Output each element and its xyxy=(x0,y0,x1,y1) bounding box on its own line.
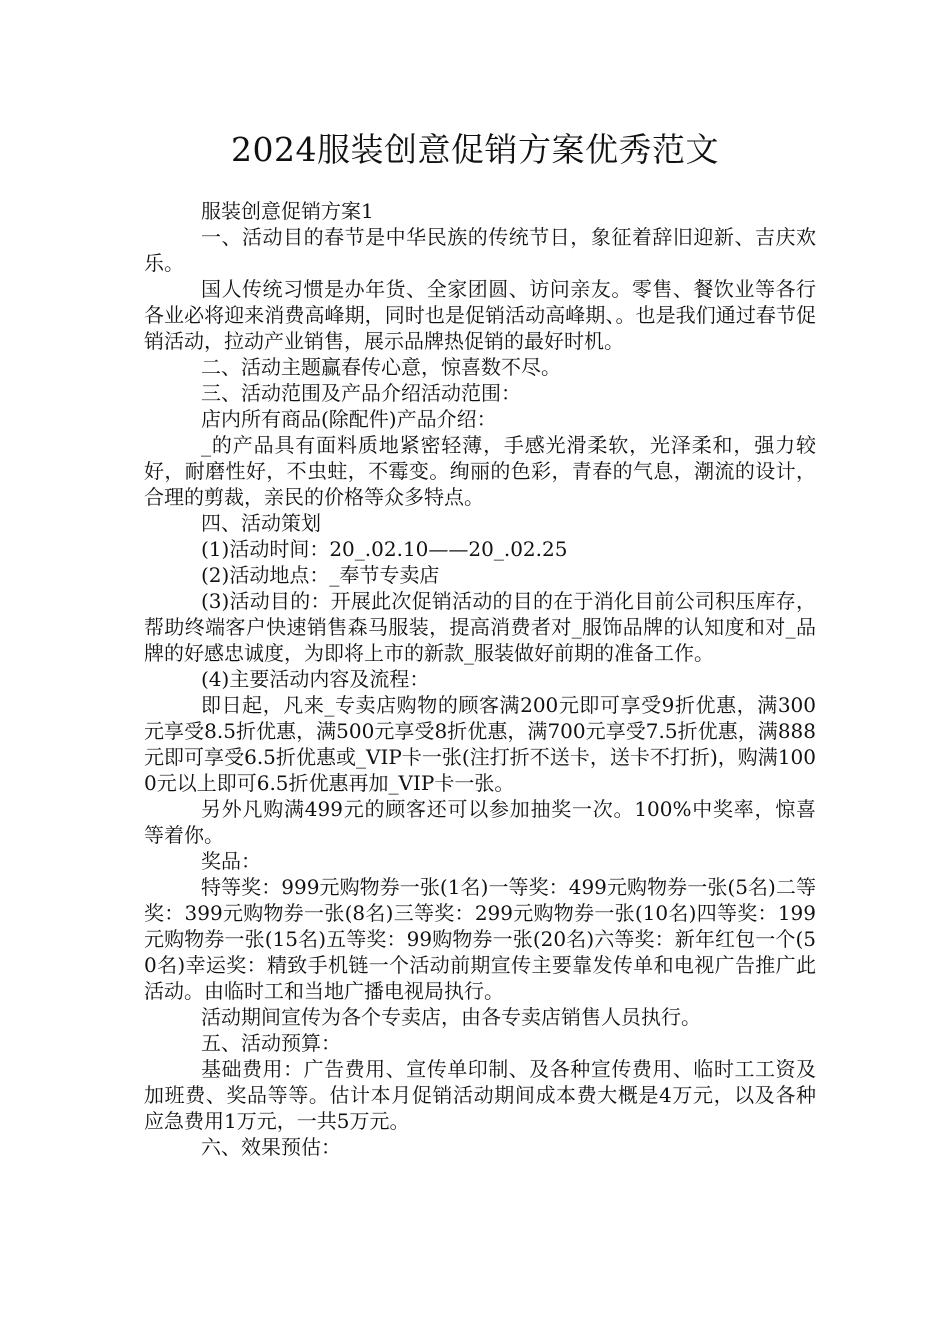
document-title: 2024服装创意促销方案优秀范文 xyxy=(231,130,719,169)
paragraph: 即日起，凡来_专卖店购物的顾客满200元即可享受9折优惠，满300元享受8.5折优惠，满500元享受8折优惠，满700元享受7.5折优惠，满888元即可享受6.5折优惠或_VIP卡一张(注打折不送卡，送卡不打折)，购满1000元以上即可6.5折优惠再加_VIP卡一张。 xyxy=(144,693,816,795)
paragraph: 四、活动策划 xyxy=(201,511,321,535)
paragraph: (2)活动地点：_奉节专卖店 xyxy=(201,563,440,587)
paragraph: 店内所有商品(除配件)产品介绍： xyxy=(201,407,497,431)
section-heading: 服装创意促销方案1 xyxy=(201,199,374,223)
document-body xyxy=(144,198,816,1160)
paragraph: 一、活动目的春节是中华民族的传统节日，象征着辞旧迎新、吉庆欢乐。 xyxy=(144,225,816,275)
paragraph: (4)主要活动内容及流程： xyxy=(201,667,430,691)
paragraph: 基础费用：广告费用、宣传单印制、及各种宣传费用、临时工工资及加班费、奖品等等。估计本月促销活动期间成本费大概是4万元，以及各种应急费用1万元，一共5万元。 xyxy=(144,1057,816,1133)
paragraph: _的产品具有面料质地紧密轻薄，手感光滑柔软，光泽柔和，强力较好，耐磨性好，不虫蛀，不霉变。绚丽的色彩，青春的气息，潮流的设计，合理的剪裁，亲民的价格等众多特点。 xyxy=(144,433,816,509)
paragraph: (1)活动时间：20_.02.10——20_.02.25 xyxy=(201,537,568,561)
paragraph: 六、效果预估： xyxy=(201,1135,341,1159)
paragraph: (3)活动目的：开展此次促销活动的目的在于消化目前公司积压库存，帮助终端客户快速销售森马服装，提高消费者对_服饰品牌的认知度和对_品牌的好感忠诚度，为即将上市的新款_服装做好前期的准备工作。 xyxy=(144,589,816,665)
paragraph: 活动期间宣传为各个专卖店，由各专卖店销售人员执行。 xyxy=(201,1005,701,1029)
paragraph: 国人传统习惯是办年货、全家团圆、访问亲友。零售、餐饮业等各行各业必将迎来消费高峰期，同时也是促销活动高峰期、。也是我们通过春节促销活动，拉动产业销售，展示品牌热促销的最好时机。 xyxy=(144,277,816,353)
paragraph: 特等奖：999元购物券一张(1名)一等奖：499元购物券一张(5名)二等奖：399元购物券一张(8名)三等奖：299元购物券一张(10名)四等奖：199元购物券一张(15名)五等奖：99购物券一张(20名)六等奖：新年红包一个(50名)幸运奖：精致手机链一个活动前期宣传主要靠发传单和电视广告推广此活动。由临时工和当地广播电视局执行。 xyxy=(144,875,816,1003)
paragraph: 三、活动范围及产品介绍活动范围： xyxy=(201,381,521,405)
paragraph: 五、活动预算： xyxy=(201,1031,341,1055)
paragraph: 二、活动主题赢春传心意，惊喜数不尽。 xyxy=(201,355,561,379)
paragraph: 奖品： xyxy=(201,849,261,873)
paragraph: 另外凡购满499元的顾客还可以参加抽奖一次。100%中奖率，惊喜等着你。 xyxy=(144,797,816,847)
